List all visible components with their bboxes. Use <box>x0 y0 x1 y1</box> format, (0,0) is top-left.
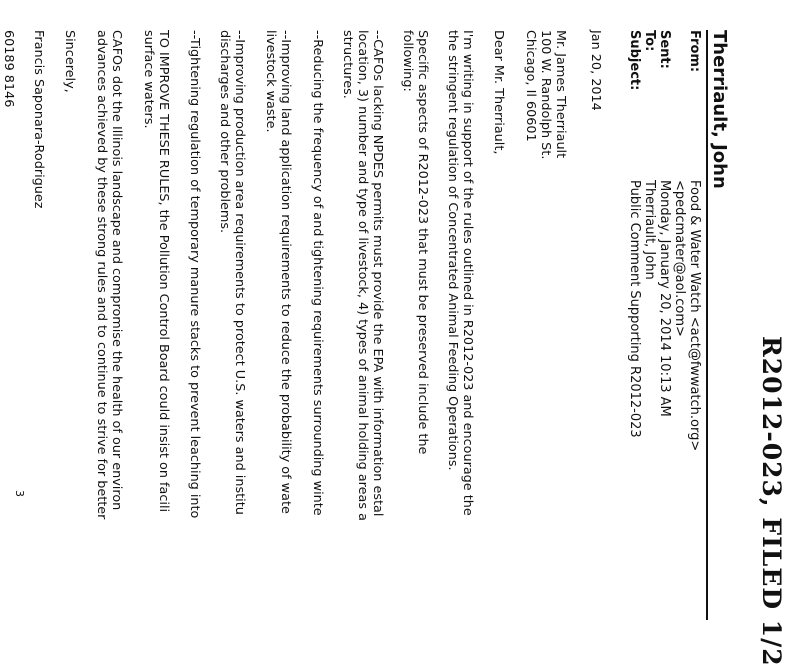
sent-value: Monday, January 20, 2014 10:13 AM <box>657 180 672 417</box>
item-line: discharges and other problems. <box>217 30 232 234</box>
item-line: livestock waste. <box>263 30 278 133</box>
improve-line: surface waters. <box>141 30 156 129</box>
signer-zip: 60189 8146 <box>1 30 16 108</box>
item-line: --Tightening regulation of temporary manure stacks to prevent leaching into <box>187 30 202 519</box>
item-line: --Improving land application requirements to reduce the probability of wate <box>278 30 293 514</box>
subject-value: Public Comment Supporting R2012-023 <box>627 180 642 438</box>
signoff: Sincerely, <box>62 30 77 93</box>
item-line: structures. <box>340 30 355 99</box>
subject-label: Subject: <box>627 30 642 91</box>
address-line: 100 W. Randolph St. <box>538 30 553 160</box>
address-line: Mr. James Therriault <box>553 30 568 159</box>
intro-line: I'm writing in support of the rules outlined in R2012-023 and encourage the <box>460 30 475 516</box>
closing-line: CAFOs dot the Illinois landscape and compromise the health of our environ <box>109 30 124 511</box>
signer-name: Francis Saponara-Rodriguez <box>31 30 46 209</box>
item-line: --Reducing the frequency of and tightening requirements surrounding winte <box>310 30 325 516</box>
item-line: --CAFOs lacking NPDES permits must provide the EPA with information estal <box>370 30 385 517</box>
header-divider <box>706 30 708 620</box>
item-line: location, 3) number and type of livestock, 4) types of animal holding areas a <box>355 30 370 521</box>
to-label: To: <box>642 30 657 52</box>
sender-name: Therriault, John <box>709 30 730 189</box>
aspects-line: following: <box>400 30 415 92</box>
closing-line: advances achieved by these strong rules and to continue to strive for better <box>94 30 109 520</box>
intro-line: the stringent regulation of Concentrated Animal Feeding Operations. <box>445 30 460 471</box>
sent-label: Sent: <box>657 30 672 69</box>
page-number: 3 <box>13 490 26 497</box>
to-value: Therriault, John <box>642 180 657 280</box>
improve-line: TO IMPROVE THESE RULES, the Pollution Control Board could insist on facili <box>156 30 171 513</box>
item-line: --Improving production area requirements to protect U.S. waters and institu <box>232 30 247 515</box>
salutation: Dear Mr. Therriault, <box>491 30 506 155</box>
from-value: Food & Water Watch <act@fwwatch.org> <box>687 180 702 452</box>
aspects-line: Specific aspects of R2012-023 that must be preserved include the <box>415 30 430 455</box>
letter-date: Jan 20, 2014 <box>588 30 603 111</box>
filing-stamp: R2012-023, FILED 1/2 <box>757 336 786 667</box>
address-line: Chicago, Il 60601 <box>523 30 538 142</box>
from-value-email: <pedcmater@aol.com> <box>672 180 687 337</box>
from-label: From: <box>687 30 702 73</box>
